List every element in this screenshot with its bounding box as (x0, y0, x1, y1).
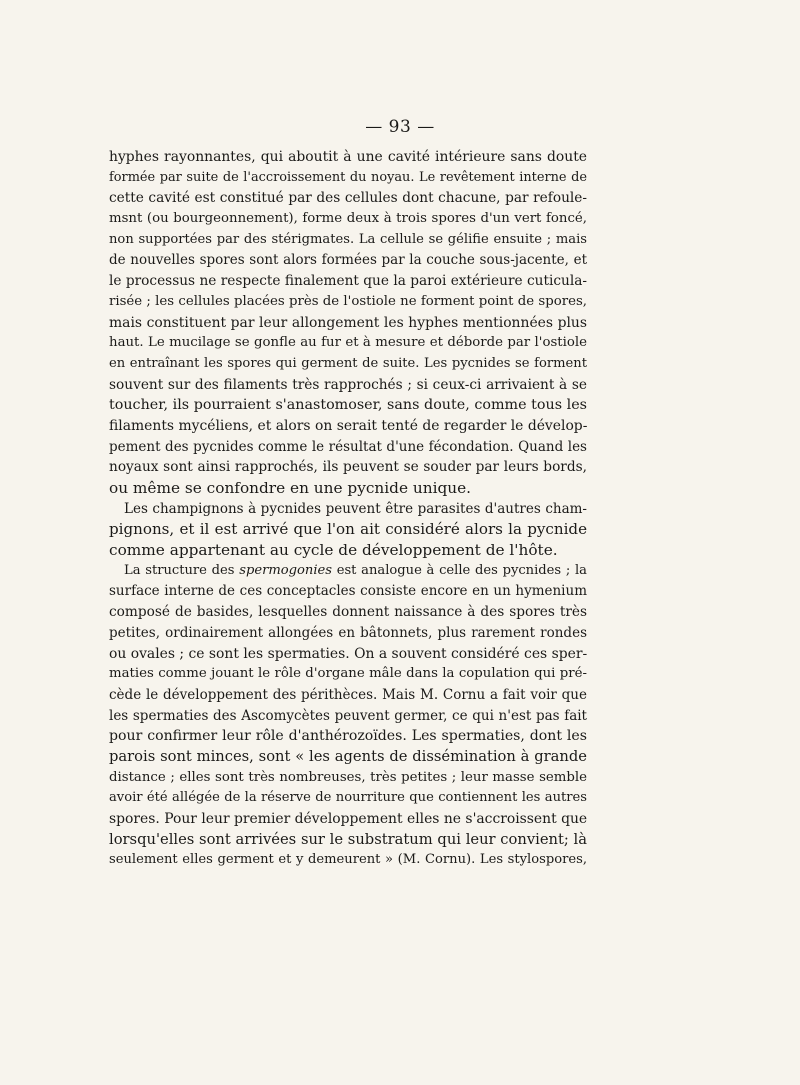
text-line: mais constituent par leur allongement les hyphes mentionnées plus (109, 314, 587, 331)
text-line: noyaux sont ainsi rapprochés, ils peuvent se souder par leurs bords, (109, 459, 587, 476)
text-line: pour confirmer leur rôle d'anthérozoïdes. Les spermaties, dont les (109, 728, 587, 745)
text-line: seulement elles germent et y demeurent » (M. Cornu). Les stylospores, (109, 852, 587, 868)
text-line: hyphes rayonnantes, qui aboutit à une cavité intérieure sans doute (109, 149, 587, 165)
page-number: — 93 — (365, 117, 435, 137)
text-line: spores. Pour leur premier développement elles ne s'accroissent que (109, 811, 588, 827)
text-line: le processus ne respecte finalement que la paroi extérieure cuticula- (109, 273, 587, 290)
text-line: souvent sur des filaments très rapprochés ; si ceux-ci arrivaient à se (109, 376, 587, 393)
text-line: ou ovales ; ce sont les spermaties. On a souvent considéré ces sper- (109, 645, 588, 662)
text-line: risée ; les cellules placées près de l'ostiole ne forment point de spores, (109, 293, 587, 309)
text-line (109, 561, 587, 582)
text-line: pignons, et il est arrivé que l'on ait considéré alors la pycnide (109, 520, 587, 539)
text-line: en entraînant les spores qui germent de suite. Les pycnides se forment (109, 355, 587, 371)
body-text (109, 147, 587, 871)
text-line: parois sont minces, sont « les agents de dissémination à grande (109, 747, 587, 765)
italic-term: spermogonies (239, 562, 332, 578)
text-line: cède le développement des périthèces. Mais M. Cornu a fait voir que (109, 686, 587, 703)
text-line: petites, ordinairement allongées en bâtonnets, plus rarement rondes (109, 624, 587, 641)
text-line: comme appartenant au cycle de développement de l'hôte. (109, 541, 558, 560)
text-line: haut. Le mucilage se gonfle au fur et à mesure et déborde par l'ostiole (109, 335, 587, 351)
text-line: cette cavité est constitué par des cellules dont chacune, par refoule- (109, 190, 587, 207)
text-line: non supportées par des stérigmates. La cellule se gélifie ensuite ; mais (109, 231, 587, 247)
text-line: filaments mycéliens, et alors on serait tenté de regarder le dévelop- (109, 417, 588, 434)
text-line: ou même se confondre en une pycnide unique. (109, 479, 472, 497)
text-line: surface interne de ces conceptacles consiste encore en un hymenium (109, 583, 587, 600)
text-line: toucher, ils pourraient s'anastomoser, sans doute, comme tous les (109, 397, 587, 414)
text-line: pement des pycnides comme le résultat d'une fécondation. Quand les (109, 438, 587, 455)
text-line: distance ; elles sont très nombreuses, très petites ; leur masse semble (109, 769, 587, 785)
text-line: composé de basides, lesquelles donnent naissance à des spores très (109, 604, 587, 621)
text-line: maties comme jouant le rôle d'organe mâle dans la copulation qui pré- (109, 666, 587, 682)
text-line: lorsqu'elles sont arrivées sur le substratum qui leur convient; là (109, 830, 587, 848)
text-line: de nouvelles spores sont alors formées par la couche sous-jacente, et (109, 252, 587, 269)
text-line: msnt (ou bourgeonnement), forme deux à trois spores d'un vert foncé, (109, 211, 587, 227)
text-segment: La structure des (124, 562, 240, 578)
text-line: formée par suite de l'accroissement du noyau. Le revêtement interne de (109, 169, 587, 185)
text-segment: est analogue à celle des pycnides ; la (331, 562, 587, 578)
text-line: avoir été allégée de la réserve de nourriture que contiennent les autres (109, 790, 587, 806)
text-line: les spermaties des Ascomycètes peuvent germer, ce qui n'est pas fait (109, 707, 587, 724)
text-line: Les champignons à pycnides peuvent être parasites d'autres cham- (124, 500, 587, 517)
